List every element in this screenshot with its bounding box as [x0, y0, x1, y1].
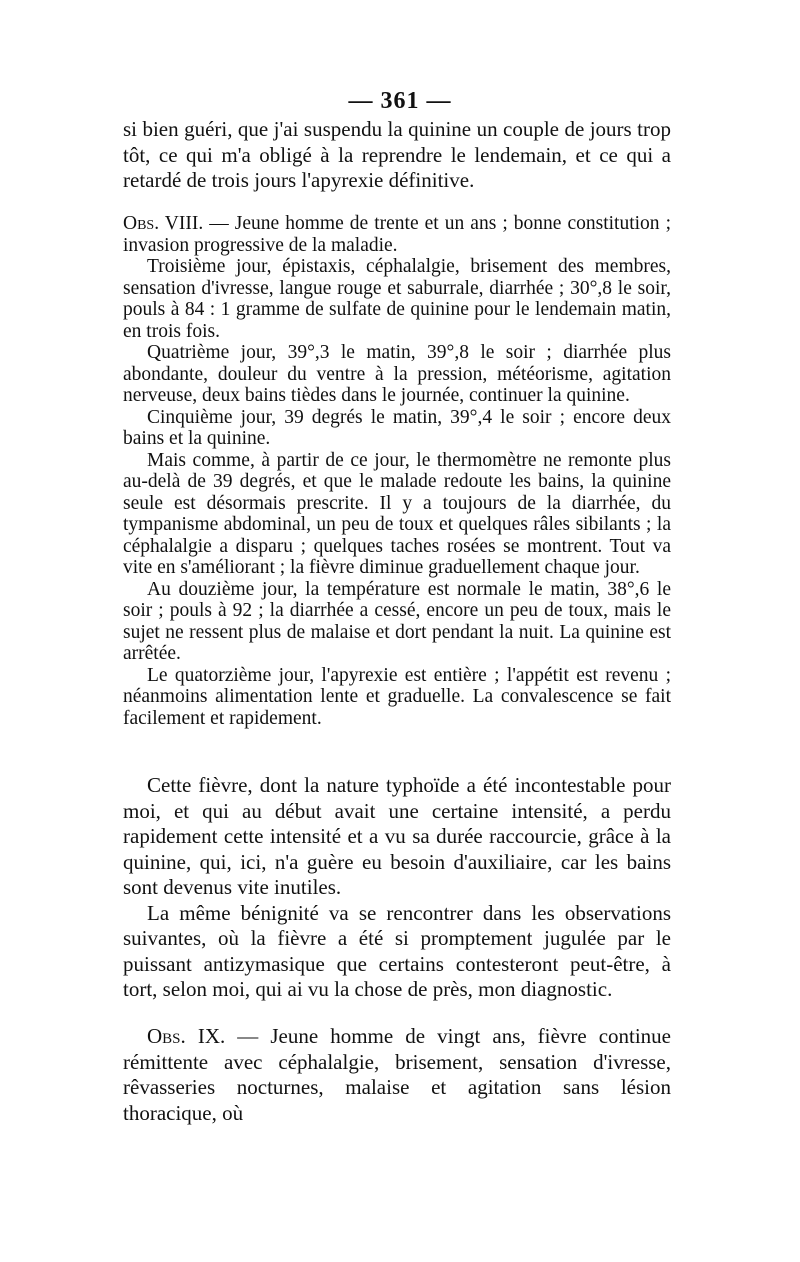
obs-viii-paragraph: Le quatorzième jour, l'apyrexie est entière ; l'appétit est revenu ; néanmoins alimentation lente et graduelle. La convalescence se fait facilement et rapidement. — [123, 664, 671, 729]
opening-section — [123, 117, 671, 194]
commentary-paragraph: La même bénignité va se rencontrer dans les observations suivantes, où la fièvre a été si promptement jugulée par le puissant antizymasique que certains contesteront peut-être, à tort, selon moi, qui ai vu la chose de près, mon diagnostic. — [123, 900, 671, 1001]
obs-viii-paragraph: Mais comme, à partir de ce jour, le thermomètre ne remonte plus au-delà de 39 degrés, et que le malade redoute les bains, la quinine seule est désormais prescrite. Il y a toujours de la diarrhée, du tympanisme abdominal, un peu de toux et quelques râles sibilants ; la céphalalgie a disparu ; quelques taches rosées se montrent. Tout va vite en s'améliorant ; la fièvre diminue graduellement chaque jour. — [123, 449, 671, 578]
obs-viii-intro-text: — Jeune homme de trente et un ans ; bonne constitution ; invasion progressive de la maladie. — [123, 213, 672, 256]
obs-ix-paragraph — [123, 1024, 671, 1126]
opening-paragraph: si bien guéri, que j'ai suspendu la quinine un couple de jours trop tôt, ce qui m'a obligé à la reprendre le lendemain, et ce qui a retardé de trois jours l'apyrexie définitive. — [123, 117, 671, 192]
obs-viii-paragraph: Cinquième jour, 39 degrés le matin, 39°,4 le soir ; encore deux bains et la quinine. — [123, 406, 671, 449]
obs-ix-label: Obs. IX. — [147, 1024, 226, 1048]
obs-viii-paragraph: Au douzième jour, la température est normale le matin, 38°,6 le soir ; pouls à 92 ; la diarrhée a cessé, encore un peu de toux, mais le sujet ne ressent plus de malaise et dort pendant la nuit. La quinine est arrêtée. — [123, 578, 671, 664]
observation-viii — [123, 213, 671, 729]
commentary-section — [123, 773, 671, 1003]
obs-viii-label: Obs. VIII. — [123, 213, 204, 234]
obs-viii-paragraph: Troisième jour, épistaxis, céphalalgie, brisement des membres, sensation d'ivresse, langue rouge et saburrale, diarrhée ; 30°,8 le soir, pouls à 84 : 1 gramme de sulfate de quinine pour le lendemain matin, en trois fois. — [123, 256, 671, 342]
obs-viii-intro — [123, 213, 671, 256]
commentary-paragraph: Cette fièvre, dont la nature typhoïde a été incontestable pour moi, et qui au début avait une certaine intensité, a perdu rapidement cette intensité et a vu sa durée raccourcie, grâce à la quinine, qui, ici, n'a guère eu besoin d'auxiliaire, car les bains sont devenus vite inutiles. — [123, 773, 671, 899]
page-number: — 361 — — [348, 88, 452, 114]
obs-ix-text: — Jeune homme de vingt ans, fièvre continue rémittente avec céphalalgie, brisement, sensation d'ivresse, rêvasseries nocturnes, malaise et agitation sans lésion thoracique, où — [123, 1024, 672, 1125]
obs-viii-paragraph: Quatrième jour, 39°,3 le matin, 39°,8 le soir ; diarrhée plus abondante, douleur du ventre à la pression, météorisme, agitation nerveuse, deux bains tièdes dans le journée, continuer la quinine. — [123, 342, 671, 406]
observation-ix — [123, 1024, 671, 1126]
